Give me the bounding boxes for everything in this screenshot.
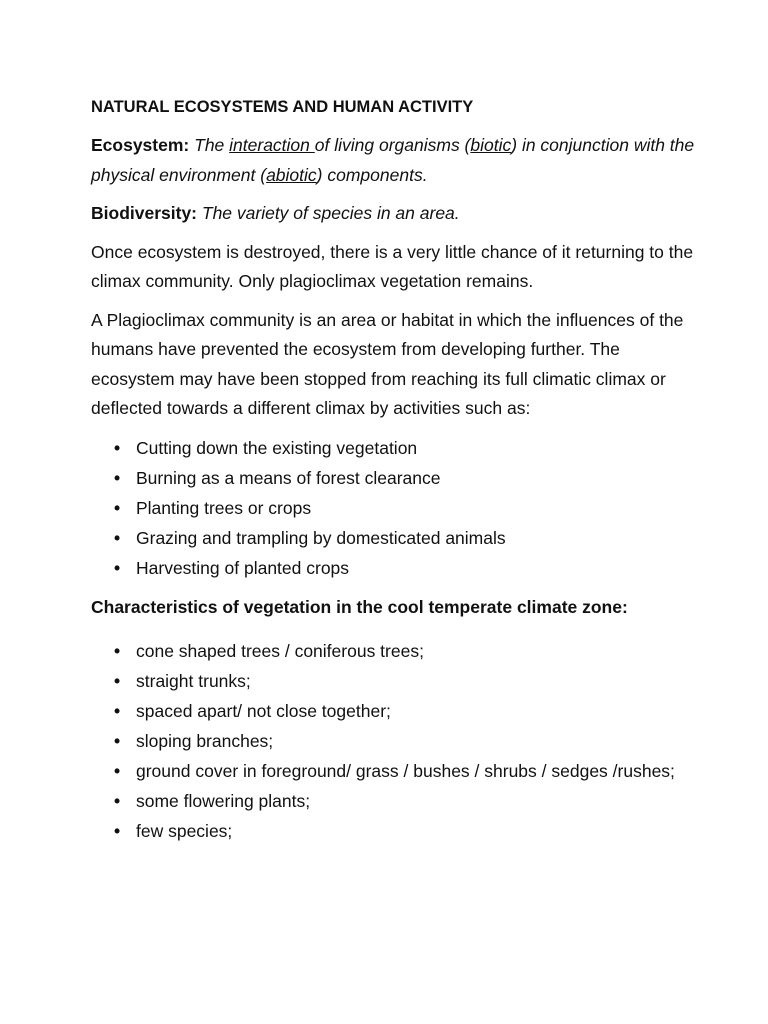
list-item-text: Harvesting of planted crops [136, 557, 350, 578]
bullet-icon: • [114, 641, 121, 661]
list-item [91, 523, 708, 553]
list-item-text: Burning as a means of forest clearance [136, 467, 441, 488]
list-item-text: Cutting down the existing vegetation [136, 437, 418, 458]
biodiversity-definition [91, 199, 708, 229]
list-item-text: cone shaped trees / coniferous trees; [136, 641, 424, 661]
ecosystem-underline-abiotic: abiotic [266, 164, 317, 185]
bullet-icon: • [114, 701, 121, 721]
characteristics-list [91, 636, 708, 846]
ecosystem-text-4: ) components. [316, 164, 428, 185]
list-item-text: Planting trees or crops [136, 497, 312, 518]
bullet-icon: • [114, 557, 121, 578]
ecosystem-text-2: of living organisms ( [314, 135, 471, 155]
list-item-text: some flowering plants; [136, 791, 311, 811]
bullet-icon: • [114, 731, 121, 751]
bullet-icon: • [114, 761, 121, 781]
list-item-text: straight trunks; [136, 671, 251, 691]
list-item [91, 666, 708, 696]
activities-list [91, 433, 708, 583]
list-item [91, 463, 708, 493]
bullet-icon: • [114, 671, 121, 691]
bullet-icon: • [114, 821, 121, 841]
list-item [91, 726, 708, 756]
list-item-text: spaced apart/ not close together; [136, 701, 391, 721]
list-item [91, 553, 708, 583]
ecosystem-underline-interaction: interaction [229, 135, 315, 155]
list-item-text: Grazing and trampling by domesticated animals [136, 527, 506, 548]
document-title: NATURAL ECOSYSTEMS AND HUMAN ACTIVITY [91, 98, 474, 116]
bullet-icon: • [114, 527, 121, 548]
ecosystem-underline-biotic: biotic [470, 135, 512, 155]
section-heading-characteristics: Characteristics of vegetation in the cool temperate climate zone: [91, 596, 628, 617]
list-item-text: few species; [136, 821, 233, 841]
biodiversity-text: The variety of species in an area. [201, 203, 460, 223]
list-item [91, 786, 708, 816]
paragraph-climax: Once ecosystem is destroyed, there is a very little chance of it returning to the climax community. Only plagioclimax vegetation remains. [91, 241, 694, 291]
ecosystem-label: Ecosystem: [91, 135, 190, 155]
list-item [91, 756, 708, 786]
list-item [91, 696, 708, 726]
list-item [91, 636, 708, 666]
list-item [91, 433, 708, 463]
list-item-text: sloping branches; [136, 731, 274, 751]
bullet-icon: • [114, 437, 121, 458]
bullet-icon: • [114, 467, 121, 488]
ecosystem-text-1: The [194, 135, 230, 155]
list-item [91, 816, 708, 846]
ecosystem-definition [91, 131, 708, 190]
biodiversity-label: Biodiversity: [91, 203, 197, 223]
bullet-icon: • [114, 497, 121, 518]
list-item [91, 493, 708, 523]
bullet-icon: • [114, 791, 121, 811]
list-item-text: ground cover in foreground/ grass / bushes / shrubs / sedges /rushes; [136, 761, 675, 781]
ecosystem-text-3: ) in conjunction with the physical environment ( [91, 135, 695, 185]
paragraph-plagioclimax: A Plagioclimax community is an area or habitat in which the influences of the humans have prevented the ecosystem from developing further. The ecosystem may have been stopped from reaching its full climatic climax or deflected towards a different climax by activities such as: [91, 309, 684, 418]
